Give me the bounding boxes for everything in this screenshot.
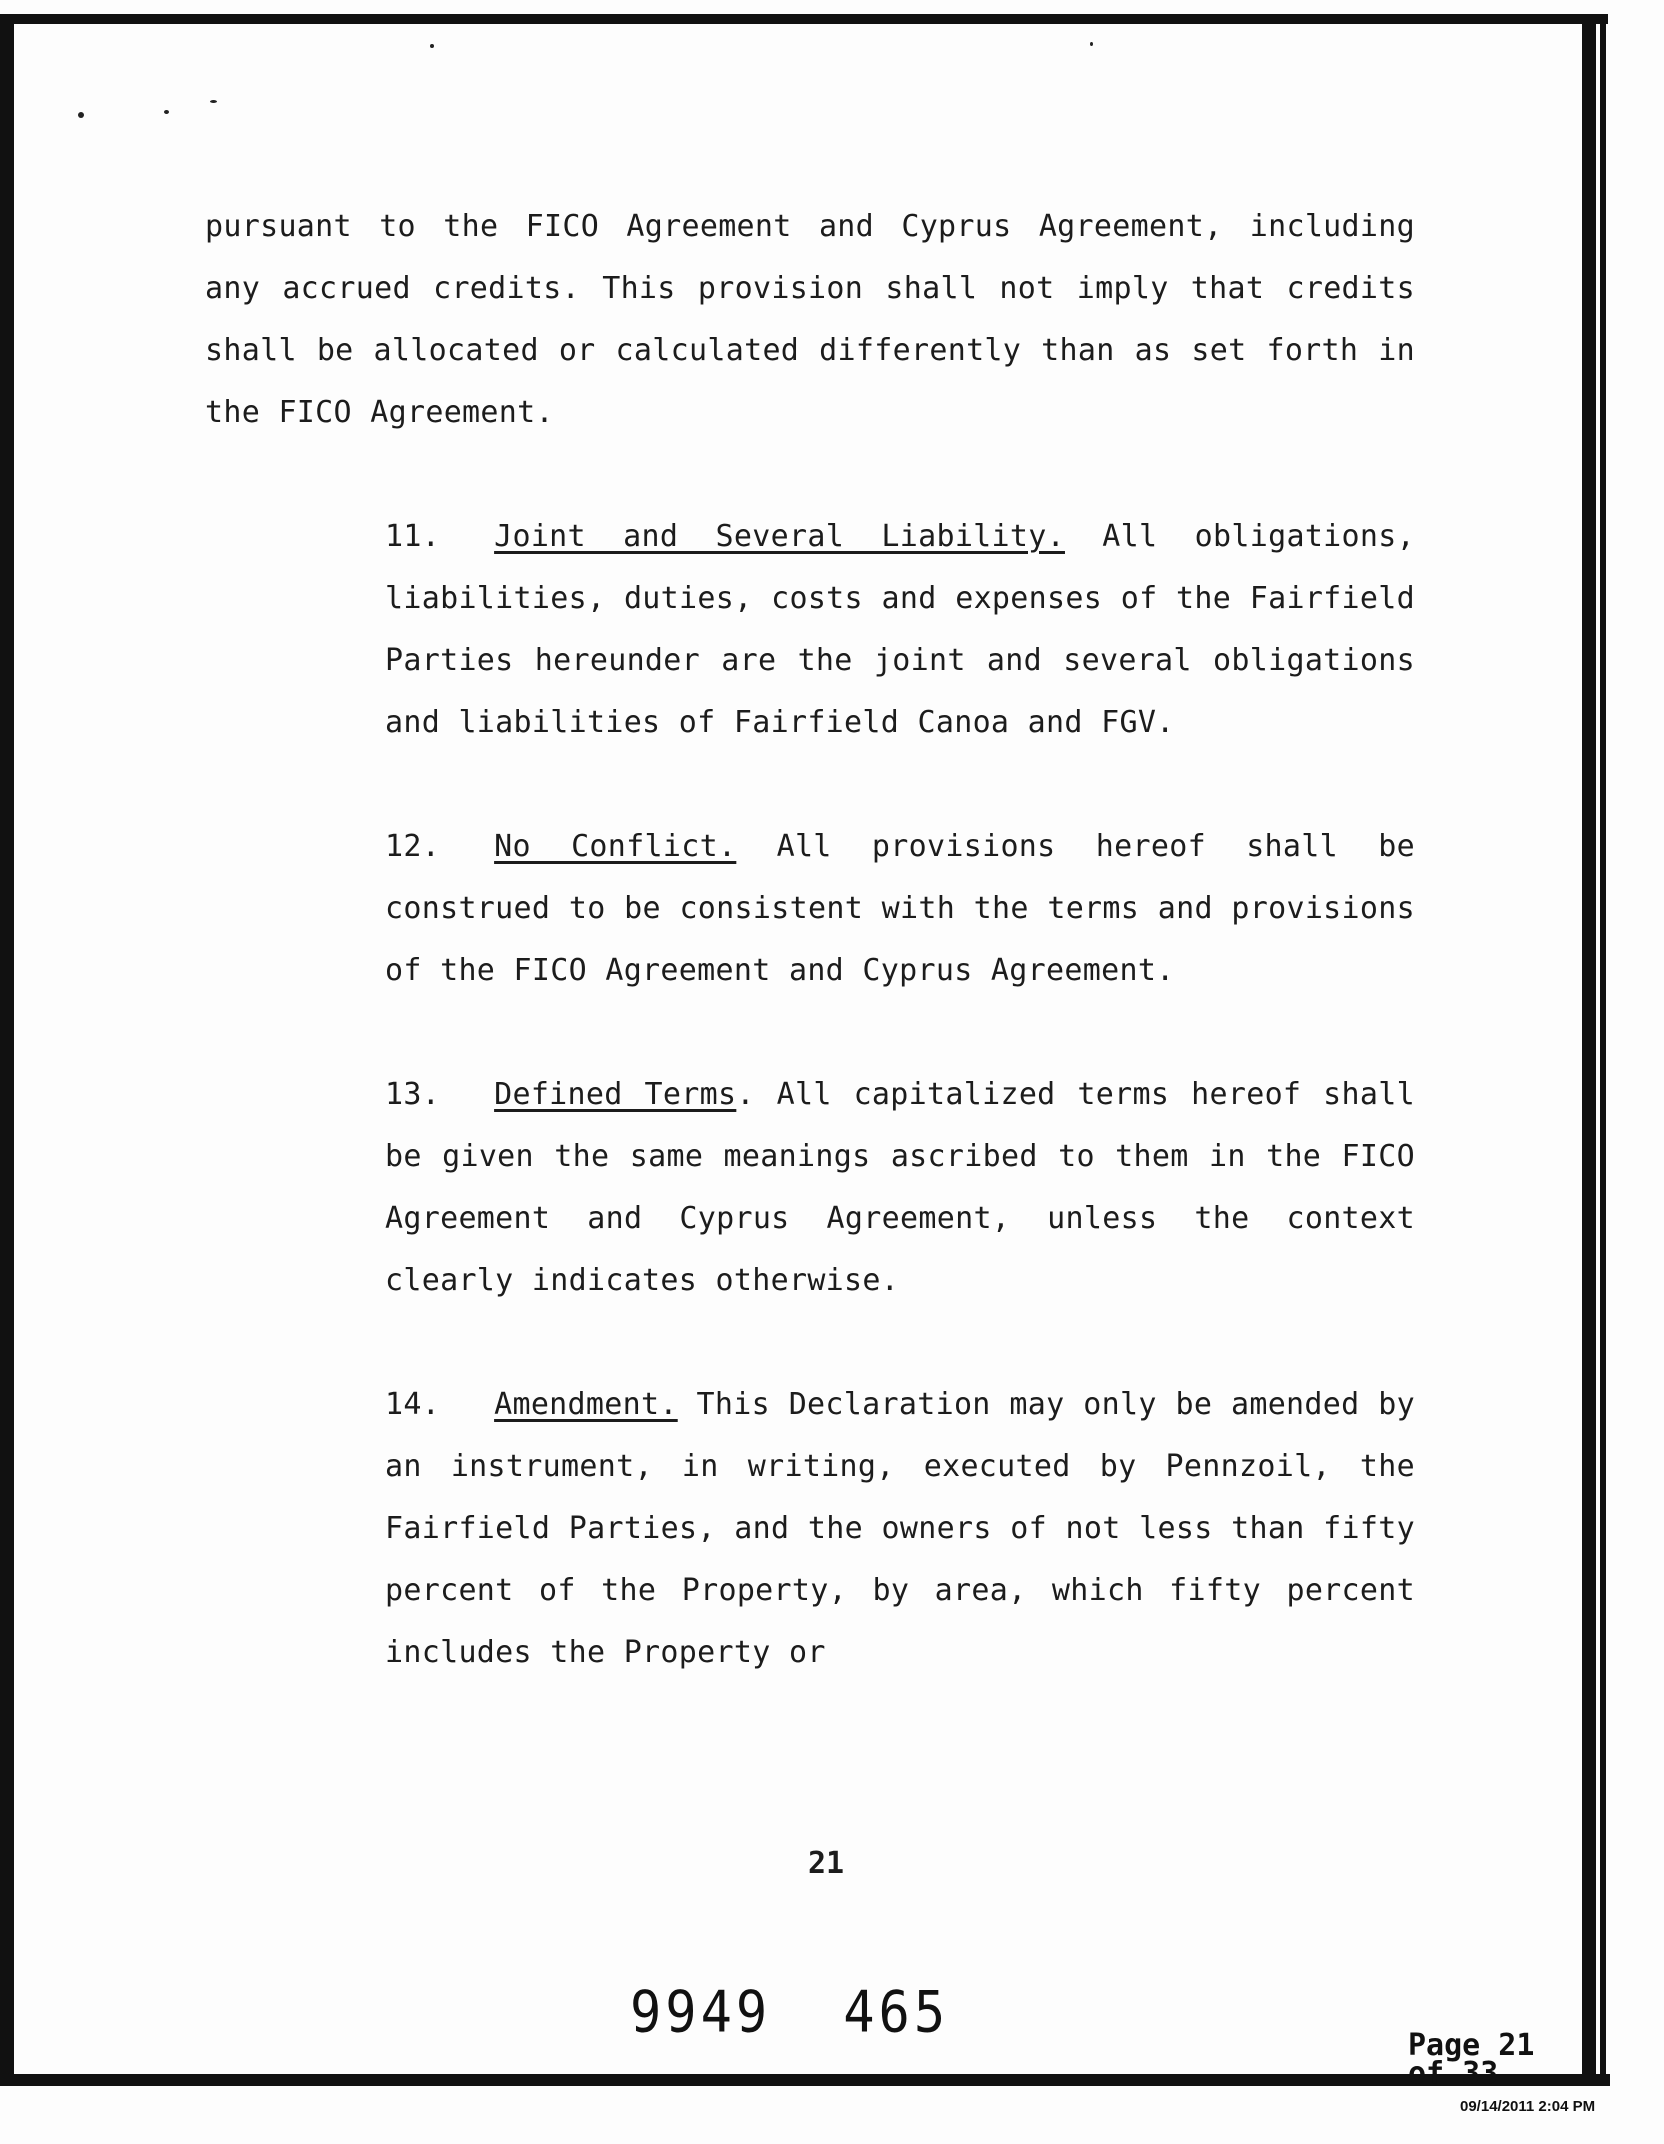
paragraph-12-text: All provisions hereof shall be construed to be consistent with the terms and provisions of the FICO Agreement and Cyprus Agreement. — [385, 829, 1415, 988]
paragraph-11-number: 11. — [385, 519, 441, 554]
paragraph-gap — [205, 754, 1415, 816]
page-number: 21 — [807, 1846, 845, 1881]
paragraph-12 — [205, 816, 1415, 1002]
paragraph-gap — [205, 444, 1415, 506]
paragraph-10-text: pursuant to the FICO Agreement and Cyprus Agreement, including any accrued credits. This provision shall not imply that credits shall be allocated or calculated differently than as set forth in the FICO Agreement. — [205, 209, 1415, 430]
scan-border-left — [0, 14, 14, 2086]
paragraph-13-text: All capitalized terms hereof shall be given the same meanings ascribed to them in the FICO Agreement and Cyprus Agreement, unless the context clearly indicates otherwise. — [385, 1077, 1415, 1298]
paragraph-13 — [205, 1064, 1415, 1312]
scan-speck — [430, 44, 434, 48]
paragraph-gap — [205, 1002, 1415, 1064]
page-of-footer — [1408, 2028, 1588, 2091]
scan-border-right-outer — [1600, 14, 1606, 2086]
scan-border-right — [1582, 14, 1596, 2086]
scan-speck — [1090, 42, 1093, 46]
scan-border-top — [8, 14, 1608, 24]
paragraph-13-heading: Defined Terms — [494, 1077, 737, 1112]
recording-stamp-book: 9949 — [630, 1980, 772, 2046]
paragraph-11-text: All obligations, liabilities, duties, costs and expenses of the Fairfield Parties hereunder are the joint and several obligations and liabilities of Fairfield Canoa and FGV. — [385, 519, 1415, 740]
print-timestamp: 09/14/2011 2:04 PM — [1460, 2098, 1596, 2115]
paragraph-13-heading-suffix: . — [736, 1077, 755, 1112]
paragraph-14 — [205, 1374, 1415, 1684]
document-body — [205, 196, 1415, 1684]
scan-speck — [210, 100, 217, 103]
paragraph-10-continued — [205, 196, 1415, 444]
paragraph-12-number: 12. — [385, 829, 441, 864]
scan-speck — [78, 112, 84, 118]
page-of-footer-text: Page 21 of 33 — [1408, 2028, 1535, 2091]
paragraph-11 — [205, 506, 1415, 754]
scan-speck — [164, 110, 169, 114]
recording-stamp-page: 465 — [843, 1980, 950, 2046]
paragraph-14-text: This Declaration may only be amended by an instrument, in writing, executed by Pennzoil, the Fairfield Parties, and the owners of not less than fifty percent of the Property, by area, which fifty percent includes the Property or — [385, 1387, 1415, 1670]
recording-stamp — [630, 1980, 949, 2046]
paragraph-gap — [205, 1312, 1415, 1374]
paragraph-13-number: 13. — [385, 1077, 441, 1112]
scan-border-bottom — [0, 2074, 1610, 2086]
paragraph-14-heading: Amendment. — [494, 1387, 678, 1422]
paragraph-12-heading: No Conflict. — [494, 829, 737, 864]
paragraph-14-number: 14. — [385, 1387, 441, 1422]
paragraph-11-heading: Joint and Several Liability. — [494, 519, 1065, 554]
